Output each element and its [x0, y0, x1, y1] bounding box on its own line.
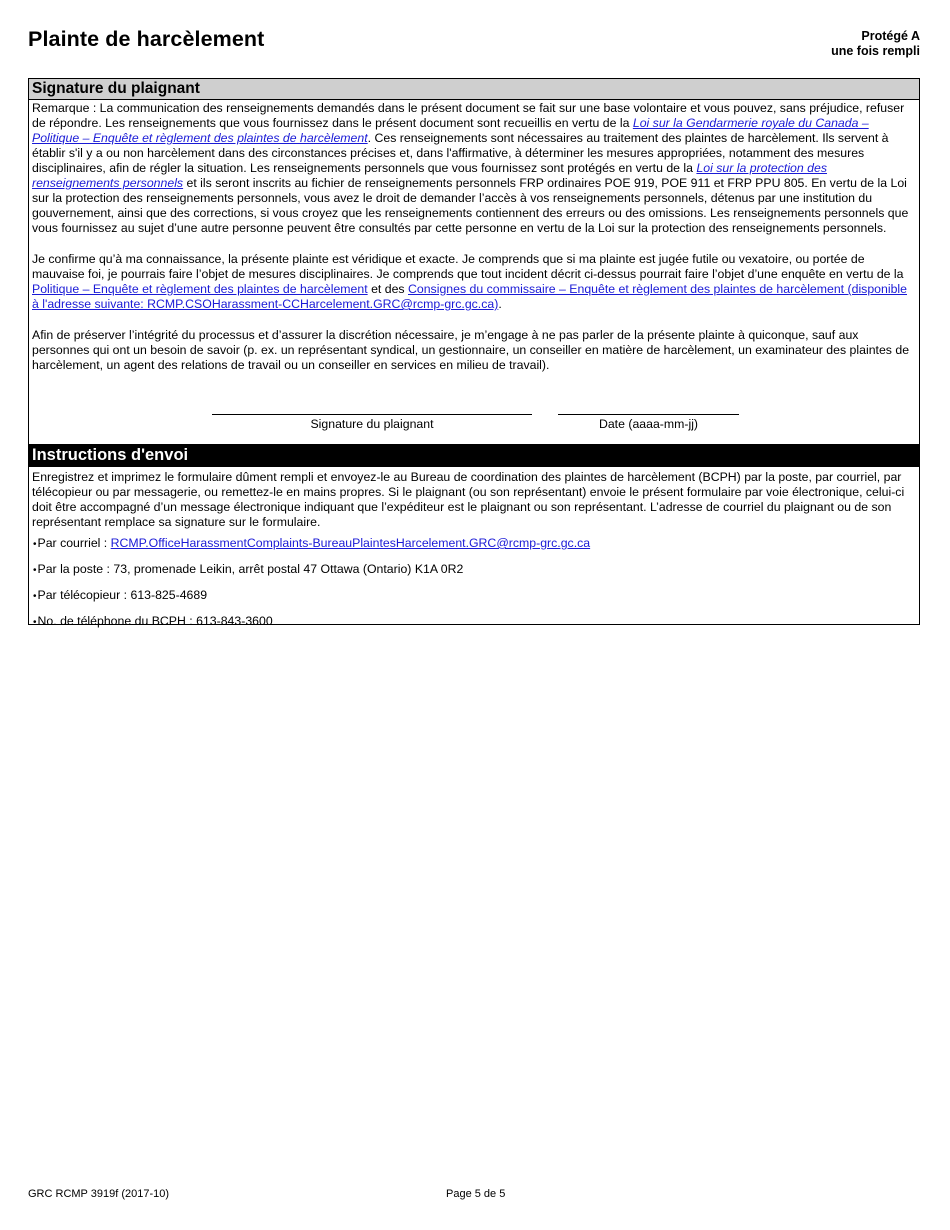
rcmp-act-link[interactable]: Loi sur la Gendarmerie royale du Canada – Politique – Enquête et règlement des plaintes de harcèlement [32, 116, 869, 145]
confirmation-statement [29, 251, 919, 312]
confirmation-text-1: Je confirme qu’à ma connaissance, la présente plainte est véridique et exacte. Je comprends que si ma plainte est jugée futile ou vexatoire, ou portée de mauvaise foi, je pourrais faire l’objet de mesures disciplinaires. Je comprends que tout incident décrit ci-dessus pourrait faire l’objet d’une enquête en vertu de la [32, 252, 904, 281]
email-label: Par courriel : [37, 536, 111, 550]
policy-link[interactable]: Politique – Enquête et règlement des plaintes de harcèlement [32, 282, 368, 296]
bullet-icon: • [33, 591, 37, 602]
date-label: Date (aaaa-mm-jj) [598, 417, 699, 431]
bullet-icon: • [33, 617, 37, 628]
date-line[interactable] [558, 414, 739, 415]
privacy-text-3: et ils seront inscrits au fichier de renseignements personnels FRP ordinaires POE 919, POE 911 et FRP PPU 805. En vertu de la Loi sur la protection des renseignements personnels, vous avez le droit de demander l’accès à vos renseignements personnels, détenus par une institution du gouvernement, ainsi que des corrections, si vous croyez que les renseignements contiennent des erreurs ou des omissions. Les renseignements personnels que vous fournissez au sujet d’une autre personne peuvent être consultés par cette personne en vertu de la Loi sur la protection des renseignements personnels. [32, 176, 909, 235]
privacy-act-link[interactable]: Loi sur la protection des renseignements personnels [32, 161, 827, 190]
signature-area [29, 373, 919, 444]
confirmation-text-3: . [498, 297, 502, 311]
email-link[interactable]: RCMP.OfficeHarassmentComplaints-BureauPlaintesHarcelement.GRC@rcmp-grc.gc.ca [110, 536, 591, 550]
list-item-email [29, 536, 919, 552]
mail-address: Par la poste : 73, promenade Leikin, arrêt postal 47 Ottawa (Ontario) K1A 0R2 [37, 562, 464, 576]
list-item-mail [29, 562, 919, 578]
confirmation-text-2: et des [367, 282, 408, 296]
signature-section-heading: Signature du plaignant [29, 79, 919, 100]
list-item-fax [29, 588, 919, 604]
privacy-notice [29, 100, 919, 236]
signature-line[interactable] [212, 414, 532, 415]
classification-label [831, 29, 920, 59]
commissioner-directives-link[interactable]: Consignes du commissaire – Enquête et règlement des plaintes de harcèlement (disponible à l'adresse suivante: RCMP.CSOHarassment-CCHarcelement.GRC@rcmp-grc.gc.ca) [32, 282, 907, 311]
phone-number: No. de téléphone du BCPH : 613-843-3600 [37, 614, 273, 628]
form-number: GRC RCMP 3919f (2017-10) [28, 1188, 170, 1200]
instructions-intro: Enregistrez et imprimez le formulaire dûment rempli et envoyez-le au Bureau de coordination des plaintes de harcèlement (BCPH) par la poste, par courriel, par télécopieur ou par messagerie, ou remettez-le en mains propres. Si le plaignant (ou son représentant) envoie le présent formulaire par voie électronique, celui-ci doit être accompagné d’un message électronique indiquant que l’expéditeur est le plaignant ou son représentant. L’adresse de courriel du plaignant ou de son représentant remplace sa signature sur le formulaire. [32, 470, 905, 529]
bullet-icon: • [33, 539, 37, 550]
classification-level: Protégé A [861, 29, 920, 43]
fax-number: Par télécopieur : 613-825-4689 [37, 588, 208, 602]
bullet-icon: • [33, 565, 37, 576]
page-title: Plainte de harcèlement [28, 27, 265, 51]
form-box [28, 78, 920, 628]
privacy-text-2: . Ces renseignements sont nécessaires au traitement des plaintes de harcèlement. Ils servent à établir s'il y a ou non harcèlement dans des circonstances précises et, dans l'affirmative, à déterminer les mesures appropriées, notamment des mesures disciplinaires, afin de régler la situation. Les renseignements personnels que vous fournissez sont protégés en vertu de la [32, 131, 889, 175]
list-item-phone [29, 614, 919, 630]
privacy-text-1: Remarque : La communication des renseignements demandés dans le présent document se fait sur une base volontaire et vous pouvez, sans préjudice, refuser de répondre. Les renseignements que vous fournissez dans le présent document sont recueillis en vertu de la [32, 101, 905, 130]
signature-label: Signature du plaignant [310, 417, 434, 431]
classification-note: une fois rempli [831, 44, 920, 58]
page-number: Page 5 de 5 [446, 1188, 506, 1200]
instructions-heading: Instructions d'envoi [29, 444, 919, 467]
confidentiality-statement: Afin de préserver l’intégrité du processus et d’assurer la discrétion nécessaire, je m’engage à ne pas parler de la présente plainte à quiconque, sauf aux personnes qui ont un besoin de savoir (p. ex. un représentant syndical, un gestionnaire, un conseiller en matière de harcèlement, un examinateur des plaintes de harcèlement, un agent des relations de travail ou un conseiller en services en milieu de travail). [32, 328, 910, 372]
